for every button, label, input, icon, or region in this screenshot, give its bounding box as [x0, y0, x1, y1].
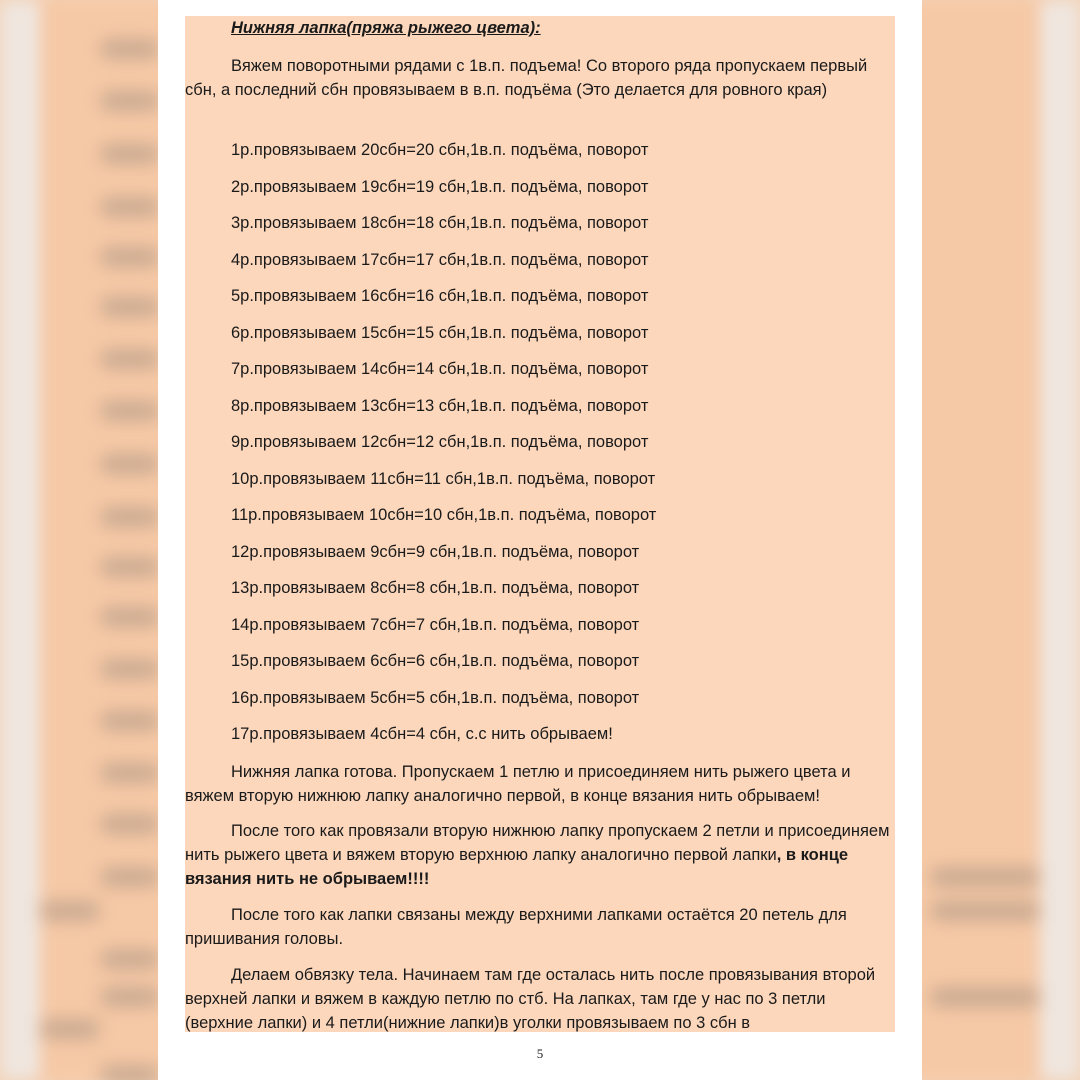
document-text-area	[185, 16, 895, 1032]
backdrop-line-left	[100, 40, 160, 58]
row-instruction: 11р.провязываем 10сбн=10 сбн,1в.п. подъёма, поворот	[231, 506, 657, 524]
backdrop-line-left	[100, 350, 160, 368]
section-heading: Нижняя лапка(пряжа рыжего цвета):	[231, 19, 541, 37]
paragraph-second-lapka-bold: , в конце вязания нить не обрываем!!!!	[185, 846, 849, 888]
paragraph-head-loops: После того как лапки связаны между верхними лапками остаётся 20 петель для пришивания головы.	[185, 906, 847, 948]
row-instruction: 6р.провязываем 15сбн=15 сбн,1в.п. подъёма, поворот	[231, 323, 649, 342]
backdrop-line-left	[100, 660, 160, 678]
row-instruction: 5р.провязываем 16сбн=16 сбн,1в.п. подъёма, поворот	[231, 287, 649, 305]
row-instruction: 4р.провязываем 17сбн=17 сбн,1в.п. подъёма, поворот	[231, 250, 649, 269]
backdrop-line-left	[100, 950, 160, 968]
backdrop-edge-right	[1040, 0, 1080, 1080]
row-instruction: 9р.провязываем 12сбн=12 сбн,1в.п. подъёма, поворот	[231, 433, 649, 451]
row-instruction: 8р.провязываем 13сбн=13 сбн,1в.п. подъёма, поворот	[231, 396, 649, 415]
backdrop-line-left	[100, 712, 160, 730]
backdrop-line-right	[930, 868, 1040, 886]
backdrop-line-left	[100, 508, 160, 526]
page-number: 5	[536, 1046, 544, 1061]
row-instruction: 16р.провязываем 5сбн=5 сбн,1в.п. подъёма, поворот	[231, 688, 640, 707]
row-instruction: 10р.провязываем 11сбн=11 сбн,1в.п. подъёма, поворот	[231, 469, 656, 488]
paragraph-body-edging: Делаем обвязку тела. Начинаем там где осталась нить после провязывания второй верхней лапки и вяжем в каждую петлю по стб. На лапках, там где у нас по 3 петли (верхние лапки) и 4 петли(нижние лапки)в уголки провязываем по 3 сбн в	[185, 966, 876, 1032]
backdrop-edge-left	[0, 0, 40, 1080]
backdrop-line-left	[100, 248, 160, 266]
backdrop-line-left	[100, 92, 160, 110]
backdrop-line-left	[100, 815, 160, 833]
row-instruction: 13р.провязываем 8сбн=8 сбн,1в.п. подъёма, поворот	[231, 579, 640, 597]
row-instruction: 1р.провязываем 20сбн=20 сбн,1в.п. подъёма, поворот	[231, 141, 649, 159]
row-instruction: 7р.провязываем 14сбн=14 сбн,1в.п. подъёма, поворот	[231, 360, 649, 378]
row-instruction: 14р.провязываем 7сбн=7 сбн,1в.п. подъёма, поворот	[231, 615, 640, 634]
row-instruction: 12р.провязываем 9сбн=9 сбн,1в.п. подъёма, поворот	[231, 542, 640, 561]
backdrop-line-left	[100, 145, 160, 163]
backdrop-line-left	[100, 1066, 160, 1080]
backdrop-line-left	[100, 198, 160, 216]
row-instruction: 3р.провязываем 18сбн=18 сбн,1в.п. подъёма, поворот	[231, 214, 649, 232]
backdrop-line-right	[930, 988, 1040, 1006]
paragraph-second-lapka	[185, 819, 891, 891]
backdrop-line-left	[100, 764, 160, 782]
backdrop-line-left	[100, 455, 160, 473]
backdrop-line-left	[100, 608, 160, 626]
document-page	[158, 0, 922, 1080]
row-instruction: 2р.провязываем 19сбн=19 сбн,1в.п. подъёма, поворот	[231, 177, 649, 196]
backdrop-line-left	[40, 902, 100, 920]
row-instruction: 17р.провязываем 4сбн=4 сбн, с.с нить обрываем!	[231, 725, 613, 743]
backdrop-line-left	[100, 868, 160, 886]
paragraph-second-lapka-text: После того как провязали вторую нижнюю лапку пропускаем 2 петли и присоединяем нить рыжего цвета и вяжем вторую верхнюю лапку аналогично первой лапки	[185, 822, 890, 864]
paragraph-lapka-ready: Нижняя лапка готова. Пропускаем 1 петлю и присоединяем нить рыжего цвета и вяжем вторую нижнюю лапку аналогично первой, в конце вязания нить обрываем!	[185, 763, 851, 805]
intro-paragraph: Вяжем поворотными рядами с 1в.п. подъема! Со второго ряда пропускаем первый сбн, а последний сбн провязываем в в.п. подъёма (Это делается для ровного края)	[185, 57, 868, 99]
backdrop-line-left	[40, 1020, 100, 1038]
backdrop-line-left	[100, 988, 160, 1006]
backdrop-line-left	[100, 558, 160, 576]
backdrop-line-left	[100, 402, 160, 420]
backdrop-line-left	[100, 298, 160, 316]
row-instruction: 15р.провязываем 6сбн=6 сбн,1в.п. подъёма, поворот	[231, 652, 640, 670]
backdrop-line-right	[930, 902, 1040, 920]
